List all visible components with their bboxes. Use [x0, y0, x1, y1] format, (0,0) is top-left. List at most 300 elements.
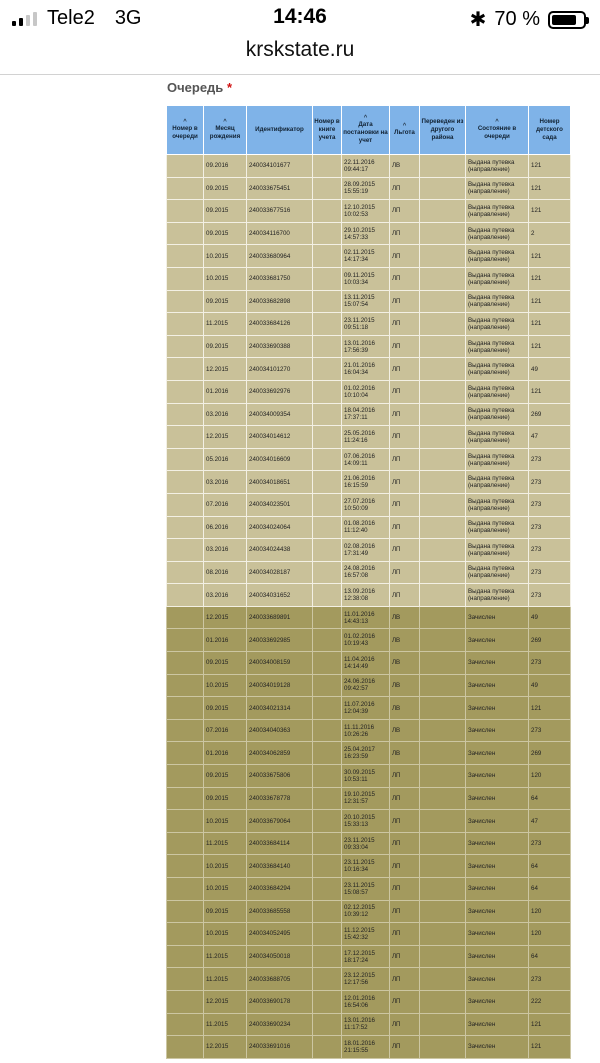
- table-row: [167, 290, 571, 313]
- cell-registration-date: 13.01.2016 17:56:39: [342, 335, 390, 358]
- cell-queue-number: [167, 606, 204, 629]
- header-kindergarten-number: Номер детского сада: [529, 106, 571, 155]
- cell-registration-date: 27.07.2016 10:50:09: [342, 493, 390, 516]
- cell-queue-number: [167, 742, 204, 765]
- cell-kindergarten-number: 273: [529, 652, 571, 675]
- cell-queue-number: [167, 539, 204, 562]
- cell-transferred: [420, 855, 466, 878]
- cell-benefit: ЛП: [390, 832, 420, 855]
- cell-transferred: [420, 1036, 466, 1059]
- cell-identifier: 240033692985: [247, 629, 313, 652]
- cell-registration-date: 23.12.2015 12:17:56: [342, 968, 390, 991]
- cell-kindergarten-number: 121: [529, 380, 571, 403]
- cell-book-number: [313, 403, 342, 426]
- cell-registration-date: 02.11.2015 14:17:34: [342, 245, 390, 268]
- cell-benefit: ЛП: [390, 810, 420, 833]
- cell-kindergarten-number: 273: [529, 516, 571, 539]
- cell-benefit: ЛП: [390, 245, 420, 268]
- table-row: [167, 674, 571, 697]
- cell-birth-month: 03.2016: [204, 584, 247, 607]
- battery-percent: 70 %: [494, 8, 540, 30]
- header-transferred: Переведен из другого района: [420, 106, 466, 155]
- cell-registration-date: 25.05.2016 11:24:16: [342, 426, 390, 449]
- table-row: [167, 539, 571, 562]
- cell-book-number: [313, 742, 342, 765]
- cell-queue-number: [167, 471, 204, 494]
- cell-kindergarten-number: 120: [529, 900, 571, 923]
- cell-kindergarten-number: 121: [529, 697, 571, 720]
- cell-identifier: 240034040363: [247, 719, 313, 742]
- cell-queue-number: [167, 245, 204, 268]
- cell-book-number: [313, 539, 342, 562]
- cell-birth-month: 10.2015: [204, 245, 247, 268]
- cell-registration-date: 24.08.2016 16:57:08: [342, 561, 390, 584]
- table-row: [167, 1013, 571, 1036]
- cell-book-number: [313, 177, 342, 200]
- cell-book-number: [313, 358, 342, 381]
- cell-transferred: [420, 493, 466, 516]
- table-row: [167, 832, 571, 855]
- cell-benefit: ЛВ: [390, 606, 420, 629]
- cell-birth-month: 09.2015: [204, 765, 247, 788]
- cell-book-number: [313, 787, 342, 810]
- address-bar[interactable]: [0, 36, 600, 75]
- section-title: [167, 80, 232, 95]
- cell-benefit: ЛП: [390, 516, 420, 539]
- cell-birth-month: 12.2015: [204, 606, 247, 629]
- cell-queue-status: Зачислен: [466, 1036, 529, 1059]
- header-queue-status[interactable]: ^ Состояние в очереди: [466, 106, 529, 155]
- url-text[interactable]: krskstate.ru: [245, 38, 355, 61]
- cell-queue-status: Выдана путевка (направление): [466, 222, 529, 245]
- cell-identifier: 240034101677: [247, 155, 313, 178]
- cell-queue-status: Выдана путевка (направление): [466, 448, 529, 471]
- table-row: [167, 945, 571, 968]
- cell-queue-number: [167, 267, 204, 290]
- cell-book-number: [313, 1036, 342, 1059]
- bluetooth-icon: ✱: [469, 9, 487, 31]
- cell-registration-date: 30.09.2015 10:53:11: [342, 765, 390, 788]
- cell-identifier: 240033675806: [247, 765, 313, 788]
- cell-registration-date: 02.08.2016 17:31:49: [342, 539, 390, 562]
- cell-benefit: ЛП: [390, 765, 420, 788]
- cell-identifier: 240033690388: [247, 335, 313, 358]
- cell-benefit: ЛП: [390, 313, 420, 336]
- table-row: [167, 448, 571, 471]
- cell-kindergarten-number: 64: [529, 787, 571, 810]
- queue-table: [166, 105, 571, 1059]
- cell-queue-status: Зачислен: [466, 606, 529, 629]
- cell-transferred: [420, 765, 466, 788]
- cell-identifier: 240033685558: [247, 900, 313, 923]
- cell-queue-number: [167, 516, 204, 539]
- cell-queue-number: [167, 1036, 204, 1059]
- cell-kindergarten-number: 64: [529, 945, 571, 968]
- status-right: [470, 7, 586, 32]
- cell-queue-number: [167, 968, 204, 991]
- cell-transferred: [420, 878, 466, 901]
- cell-kindergarten-number: 121: [529, 245, 571, 268]
- cell-birth-month: 07.2016: [204, 719, 247, 742]
- cell-registration-date: 11.11.2016 10:26:26: [342, 719, 390, 742]
- cell-identifier: 240033684114: [247, 832, 313, 855]
- cell-birth-month: 07.2016: [204, 493, 247, 516]
- cell-kindergarten-number: 273: [529, 832, 571, 855]
- cell-birth-month: 11.2015: [204, 968, 247, 991]
- cell-benefit: ЛП: [390, 358, 420, 381]
- cell-registration-date: 21.01.2016 16:04:34: [342, 358, 390, 381]
- cell-queue-number: [167, 448, 204, 471]
- table-row: [167, 200, 571, 223]
- cell-transferred: [420, 990, 466, 1013]
- cell-identifier: 240033681750: [247, 267, 313, 290]
- cell-benefit: ЛП: [390, 493, 420, 516]
- cell-registration-date: 24.06.2016 09:42:57: [342, 674, 390, 697]
- cell-benefit: ЛП: [390, 403, 420, 426]
- table-row: [167, 313, 571, 336]
- cell-book-number: [313, 765, 342, 788]
- cell-book-number: [313, 448, 342, 471]
- cell-queue-status: Выдана путевка (направление): [466, 155, 529, 178]
- cell-benefit: ЛП: [390, 923, 420, 946]
- cell-benefit: ЛП: [390, 1013, 420, 1036]
- cell-benefit: ЛП: [390, 584, 420, 607]
- table-row: [167, 222, 571, 245]
- cell-identifier: 240034018651: [247, 471, 313, 494]
- cell-kindergarten-number: 269: [529, 403, 571, 426]
- cell-queue-number: [167, 222, 204, 245]
- cell-book-number: [313, 719, 342, 742]
- cell-queue-number: [167, 765, 204, 788]
- cell-birth-month: 10.2015: [204, 267, 247, 290]
- cell-birth-month: 10.2015: [204, 855, 247, 878]
- cell-queue-number: [167, 155, 204, 178]
- table-row: [167, 652, 571, 675]
- cell-transferred: [420, 584, 466, 607]
- cell-birth-month: 09.2016: [204, 155, 247, 178]
- cell-birth-month: 01.2016: [204, 742, 247, 765]
- cell-queue-status: Зачислен: [466, 719, 529, 742]
- cell-birth-month: 12.2015: [204, 990, 247, 1013]
- cell-queue-number: [167, 810, 204, 833]
- cell-queue-number: [167, 990, 204, 1013]
- cell-benefit: ЛП: [390, 945, 420, 968]
- cell-transferred: [420, 945, 466, 968]
- cell-kindergarten-number: 121: [529, 1036, 571, 1059]
- cell-queue-status: Выдана путевка (направление): [466, 471, 529, 494]
- table-row: [167, 787, 571, 810]
- cell-identifier: 240033684126: [247, 313, 313, 336]
- cell-birth-month: 12.2015: [204, 358, 247, 381]
- cell-registration-date: 25.04.2017 16:23:59: [342, 742, 390, 765]
- cell-book-number: [313, 516, 342, 539]
- cell-kindergarten-number: 121: [529, 155, 571, 178]
- page-content: [0, 75, 600, 1063]
- cell-queue-status: Выдана путевка (направление): [466, 539, 529, 562]
- cell-birth-month: 11.2015: [204, 313, 247, 336]
- cell-registration-date: 01.02.2016 10:10:04: [342, 380, 390, 403]
- cell-queue-status: Зачислен: [466, 900, 529, 923]
- cell-registration-date: 22.11.2016 09:44:17: [342, 155, 390, 178]
- cell-kindergarten-number: 269: [529, 742, 571, 765]
- cell-identifier: 240034028187: [247, 561, 313, 584]
- cell-queue-status: Выдана путевка (направление): [466, 584, 529, 607]
- cell-kindergarten-number: 273: [529, 448, 571, 471]
- header-queue-number[interactable]: ^ Номер в очереди: [167, 106, 204, 155]
- cell-identifier: 240034019128: [247, 674, 313, 697]
- table-row: [167, 177, 571, 200]
- cell-book-number: [313, 335, 342, 358]
- cell-transferred: [420, 606, 466, 629]
- cell-transferred: [420, 245, 466, 268]
- cell-birth-month: 01.2016: [204, 629, 247, 652]
- table-row: [167, 606, 571, 629]
- cell-book-number: [313, 652, 342, 675]
- cell-book-number: [313, 878, 342, 901]
- cell-transferred: [420, 155, 466, 178]
- cell-birth-month: 10.2015: [204, 674, 247, 697]
- cell-queue-number: [167, 493, 204, 516]
- cell-registration-date: 12.10.2015 10:02:53: [342, 200, 390, 223]
- cell-queue-status: Зачислен: [466, 697, 529, 720]
- cell-book-number: [313, 471, 342, 494]
- cell-kindergarten-number: 273: [529, 719, 571, 742]
- cell-queue-number: [167, 403, 204, 426]
- cell-queue-status: Зачислен: [466, 742, 529, 765]
- cell-benefit: ЛВ: [390, 719, 420, 742]
- cell-benefit: ЛВ: [390, 155, 420, 178]
- cell-birth-month: 03.2016: [204, 403, 247, 426]
- cell-queue-status: Зачислен: [466, 674, 529, 697]
- cell-benefit: ЛП: [390, 968, 420, 991]
- cell-identifier: 240034062859: [247, 742, 313, 765]
- table-row: [167, 855, 571, 878]
- cell-benefit: ЛП: [390, 878, 420, 901]
- cell-benefit: ЛП: [390, 290, 420, 313]
- table-row: [167, 267, 571, 290]
- cell-book-number: [313, 945, 342, 968]
- cell-registration-date: 13.11.2015 15:07:54: [342, 290, 390, 313]
- cell-benefit: ЛП: [390, 471, 420, 494]
- cell-kindergarten-number: 273: [529, 584, 571, 607]
- cell-queue-number: [167, 878, 204, 901]
- cell-queue-status: Зачислен: [466, 787, 529, 810]
- cell-kindergarten-number: 222: [529, 990, 571, 1013]
- cell-benefit: ЛП: [390, 990, 420, 1013]
- cell-transferred: [420, 177, 466, 200]
- cell-registration-date: 29.10.2015 14:57:33: [342, 222, 390, 245]
- cell-identifier: 240034052495: [247, 923, 313, 946]
- cell-transferred: [420, 335, 466, 358]
- cell-queue-number: [167, 674, 204, 697]
- required-mark: *: [226, 80, 232, 95]
- cell-queue-status: Выдана путевка (направление): [466, 335, 529, 358]
- cell-birth-month: 01.2016: [204, 380, 247, 403]
- cell-birth-month: 09.2015: [204, 177, 247, 200]
- cell-book-number: [313, 426, 342, 449]
- cell-registration-date: 11.01.2016 14:43:13: [342, 606, 390, 629]
- cell-birth-month: 05.2016: [204, 448, 247, 471]
- cell-birth-month: 09.2015: [204, 222, 247, 245]
- cell-identifier: 240034021314: [247, 697, 313, 720]
- cell-registration-date: 21.06.2016 16:15:59: [342, 471, 390, 494]
- cell-identifier: 240034116700: [247, 222, 313, 245]
- cell-birth-month: 03.2016: [204, 471, 247, 494]
- cell-birth-month: 09.2015: [204, 900, 247, 923]
- cell-kindergarten-number: 2: [529, 222, 571, 245]
- cell-registration-date: 07.06.2016 14:09:11: [342, 448, 390, 471]
- cell-identifier: 240033684140: [247, 855, 313, 878]
- cell-registration-date: 01.02.2016 10:19:43: [342, 629, 390, 652]
- cell-transferred: [420, 448, 466, 471]
- cell-birth-month: 09.2015: [204, 290, 247, 313]
- cell-benefit: ЛП: [390, 1036, 420, 1059]
- table-row: [167, 878, 571, 901]
- cell-kindergarten-number: 121: [529, 313, 571, 336]
- table-row: [167, 923, 571, 946]
- cell-book-number: [313, 990, 342, 1013]
- cell-identifier: 240033675451: [247, 177, 313, 200]
- cell-queue-status: Выдана путевка (направление): [466, 290, 529, 313]
- cell-registration-date: 23.11.2015 09:33:04: [342, 832, 390, 855]
- cell-transferred: [420, 900, 466, 923]
- status-bar: [0, 0, 600, 36]
- cell-queue-number: [167, 652, 204, 675]
- cell-book-number: [313, 493, 342, 516]
- cell-kindergarten-number: 273: [529, 968, 571, 991]
- cell-queue-status: Зачислен: [466, 832, 529, 855]
- cell-book-number: [313, 380, 342, 403]
- table-row: [167, 403, 571, 426]
- cell-identifier: 240034016609: [247, 448, 313, 471]
- cell-kindergarten-number: 273: [529, 471, 571, 494]
- cell-queue-status: Зачислен: [466, 765, 529, 788]
- table-row: [167, 358, 571, 381]
- cell-identifier: 240034024438: [247, 539, 313, 562]
- cell-queue-number: [167, 380, 204, 403]
- cell-birth-month: 09.2015: [204, 697, 247, 720]
- cell-birth-month: 11.2015: [204, 1013, 247, 1036]
- cell-queue-number: [167, 629, 204, 652]
- cell-transferred: [420, 380, 466, 403]
- cell-queue-number: [167, 561, 204, 584]
- cell-kindergarten-number: 121: [529, 267, 571, 290]
- cell-transferred: [420, 539, 466, 562]
- cell-birth-month: 09.2015: [204, 652, 247, 675]
- cell-book-number: [313, 855, 342, 878]
- cell-kindergarten-number: 64: [529, 855, 571, 878]
- cell-queue-status: Выдана путевка (направление): [466, 493, 529, 516]
- cell-kindergarten-number: 49: [529, 674, 571, 697]
- cell-identifier: 240033684294: [247, 878, 313, 901]
- table-row: [167, 765, 571, 788]
- cell-registration-date: 02.12.2015 10:39:12: [342, 900, 390, 923]
- table-row: [167, 810, 571, 833]
- cell-transferred: [420, 832, 466, 855]
- cell-queue-number: [167, 358, 204, 381]
- table-row: [167, 493, 571, 516]
- cell-birth-month: 12.2015: [204, 426, 247, 449]
- cell-kindergarten-number: 120: [529, 765, 571, 788]
- header-benefit[interactable]: ^ Льгота: [390, 106, 420, 155]
- cell-kindergarten-number: 273: [529, 561, 571, 584]
- cell-identifier: 240033692976: [247, 380, 313, 403]
- cell-birth-month: 12.2015: [204, 1036, 247, 1059]
- table-row: [167, 1036, 571, 1059]
- cell-identifier: 240034023501: [247, 493, 313, 516]
- table-row: [167, 990, 571, 1013]
- cell-registration-date: 23.11.2015 15:08:57: [342, 878, 390, 901]
- cell-benefit: ЛП: [390, 200, 420, 223]
- cell-benefit: ЛП: [390, 335, 420, 358]
- table-row: [167, 380, 571, 403]
- cell-birth-month: 09.2015: [204, 200, 247, 223]
- cell-birth-month: 11.2015: [204, 832, 247, 855]
- cell-queue-status: Выдана путевка (направление): [466, 200, 529, 223]
- cell-queue-status: Зачислен: [466, 855, 529, 878]
- table-row: [167, 245, 571, 268]
- cell-book-number: [313, 200, 342, 223]
- table-row: [167, 629, 571, 652]
- cell-book-number: [313, 290, 342, 313]
- cell-registration-date: 13.01.2016 11:17:52: [342, 1013, 390, 1036]
- cell-queue-status: Выдана путевка (направление): [466, 245, 529, 268]
- cell-transferred: [420, 403, 466, 426]
- table-row: [167, 471, 571, 494]
- cell-identifier: 240034031652: [247, 584, 313, 607]
- cell-identifier: 240034014612: [247, 426, 313, 449]
- cell-registration-date: 23.11.2015 10:16:34: [342, 855, 390, 878]
- cell-birth-month: 06.2016: [204, 516, 247, 539]
- cell-benefit: ЛП: [390, 539, 420, 562]
- cell-transferred: [420, 810, 466, 833]
- cell-queue-status: Выдана путевка (направление): [466, 177, 529, 200]
- cell-queue-number: [167, 719, 204, 742]
- clock: 14:46: [273, 5, 327, 28]
- cell-benefit: ЛП: [390, 448, 420, 471]
- cell-registration-date: 11.04.2016 14:14:49: [342, 652, 390, 675]
- cell-registration-date: 01.08.2016 11:12:40: [342, 516, 390, 539]
- cell-kindergarten-number: 121: [529, 335, 571, 358]
- cell-queue-number: [167, 697, 204, 720]
- header-birth-month[interactable]: ^ Месяц рождения: [204, 106, 247, 155]
- cell-benefit: ЛП: [390, 380, 420, 403]
- cell-registration-date: 23.11.2015 09:51:18: [342, 313, 390, 336]
- table-row: [167, 516, 571, 539]
- cell-identifier: 240033677516: [247, 200, 313, 223]
- cell-kindergarten-number: 269: [529, 629, 571, 652]
- header-registration-date[interactable]: ^ Дата постановки на учет: [342, 106, 390, 155]
- cell-registration-date: 28.09.2015 15:55:19: [342, 177, 390, 200]
- cell-queue-status: Выдана путевка (направление): [466, 267, 529, 290]
- cell-queue-number: [167, 584, 204, 607]
- cell-kindergarten-number: 273: [529, 539, 571, 562]
- cell-birth-month: 11.2015: [204, 945, 247, 968]
- cell-kindergarten-number: 49: [529, 358, 571, 381]
- cell-registration-date: 20.10.2015 15:33:13: [342, 810, 390, 833]
- cell-book-number: [313, 584, 342, 607]
- cell-transferred: [420, 719, 466, 742]
- cell-identifier: 240034008159: [247, 652, 313, 675]
- cell-registration-date: 18.01.2016 21:15:55: [342, 1036, 390, 1059]
- table-row: [167, 335, 571, 358]
- cell-queue-number: [167, 855, 204, 878]
- cell-kindergarten-number: 120: [529, 923, 571, 946]
- cell-queue-number: [167, 313, 204, 336]
- header-book-number: Номер в книге учета: [313, 106, 342, 155]
- cell-identifier: 240033690234: [247, 1013, 313, 1036]
- cell-queue-number: [167, 900, 204, 923]
